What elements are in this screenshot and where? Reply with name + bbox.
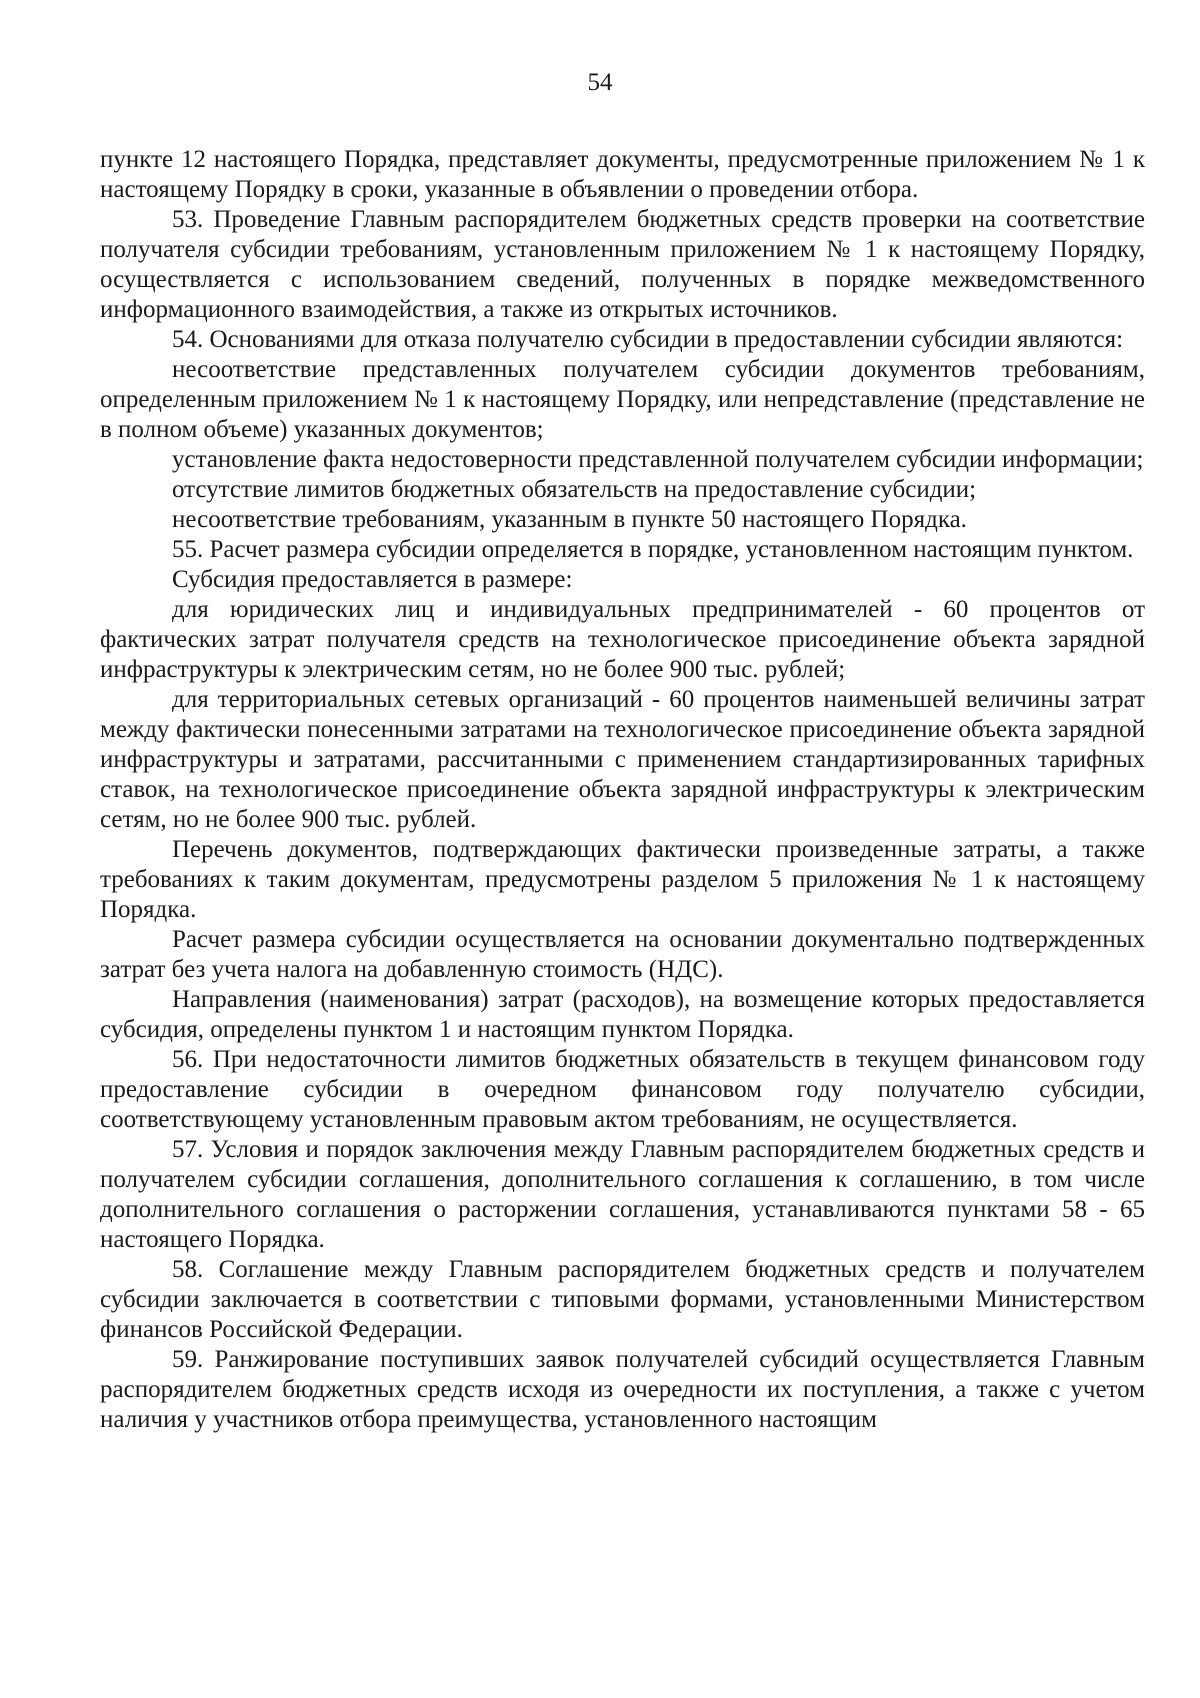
paragraph-56: 56. При недостаточности лимитов бюджетных обязательств в текущем финансовом году предоставление субсидии в очередном финансовом году получателю субсидии, соответствующему установленным правовым актом требованиям, не осуществляется. (100, 1046, 1145, 1133)
document-body (100, 145, 1145, 1435)
paragraph-55-documents-list: Перечень документов, подтверждающих фактически произведенные затраты, а также требованиях к таким документам, предусмотрены разделом 5 приложения № 1 к настоящему Порядка. (100, 836, 1145, 923)
paragraph-54-item-3: отсутствие лимитов бюджетных обязательств на предоставление субсидии; (172, 476, 977, 503)
paragraph-54-item-2: установление факта недостоверности представленной получателем субсидии информации; (172, 446, 1144, 473)
paragraph-54-item-4: несоответствие требованиям, указанным в пункте 50 настоящего Порядка. (172, 506, 967, 533)
paragraph-53: 53. Проведение Главным распорядителем бюджетных средств проверки на соответствие получателя субсидии требованиям, установленным приложением № 1 к настоящему Порядку, осуществляется с использованием сведений, полученных в порядке межведомственного информационного взаимодействия, а также из открытых источников. (100, 206, 1145, 323)
paragraph-58: 58. Соглашение между Главным распорядителем бюджетных средств и получателем субсидии заключается в соответствии с типовыми формами, установленными Министерством финансов Российской Федерации. (100, 1256, 1145, 1343)
paragraph-55-grid-organizations: для территориальных сетевых организаций - 60 процентов наименьшей величины затрат между фактически понесенными затратами на технологическое присоединение объекта зарядной инфраструктуры и затратами, рассчитанными с применением стандартизированных тарифных ставок, на технологическое присоединение объекта зарядной инфраструктуры к электрическим сетям, но не более 900 тыс. рублей. (100, 686, 1145, 833)
paragraph-54-item-1: несоответствие представленных получателем субсидии документов требованиям, определенным приложением № 1 к настоящему Порядку, или непредставление (представление не в полном объеме) указанных документов; (100, 356, 1145, 443)
paragraph-continuation: пункте 12 настоящего Порядка, представляет документы, предусмотренные приложением № 1 к настоящему Порядку в сроки, указанные в объявлении о проведении отбора. (100, 146, 1145, 203)
paragraph-55-calculation: Расчет размера субсидии осуществляется на основании документально подтвержденных затрат без учета налога на добавленную стоимость (НДС). (100, 926, 1145, 983)
paragraph-55-subsidy-size: Субсидия предоставляется в размере: (172, 566, 573, 593)
paragraph-57: 57. Условия и порядок заключения между Главным распорядителем бюджетных средств и получателем субсидии соглашения, дополнительного соглашения к соглашению, в том числе дополнительного соглашения о расторжении соглашения, устанавливаются пунктами 58 - 65 настоящего Порядка. (100, 1136, 1145, 1253)
paragraph-55-legal-entities: для юридических лиц и индивидуальных предпринимателей - 60 процентов от фактических затрат получателя средств на технологическое присоединение объекта зарядной инфраструктуры к электрическим сетям, но не более 900 тыс. рублей; (100, 596, 1145, 683)
paragraph-55: 55. Расчет размера субсидии определяется в порядке, установленном настоящим пунктом. (172, 536, 1134, 563)
paragraph-59: 59. Ранжирование поступивших заявок получателей субсидий осуществляется Главным распорядителем бюджетных средств исходя из очередности их поступления, а также с учетом наличия у участников отбора преимущества, установленного настоящим (100, 1346, 1145, 1433)
page-number: 54 (587, 69, 613, 96)
paragraph-54: 54. Основаниями для отказа получателю субсидии в предоставлении субсидии являются: (172, 326, 1124, 353)
paragraph-55-directions: Направления (наименования) затрат (расходов), на возмещение которых предоставляется субсидия, определены пунктом 1 и настоящим пунктом Порядка. (100, 986, 1145, 1043)
